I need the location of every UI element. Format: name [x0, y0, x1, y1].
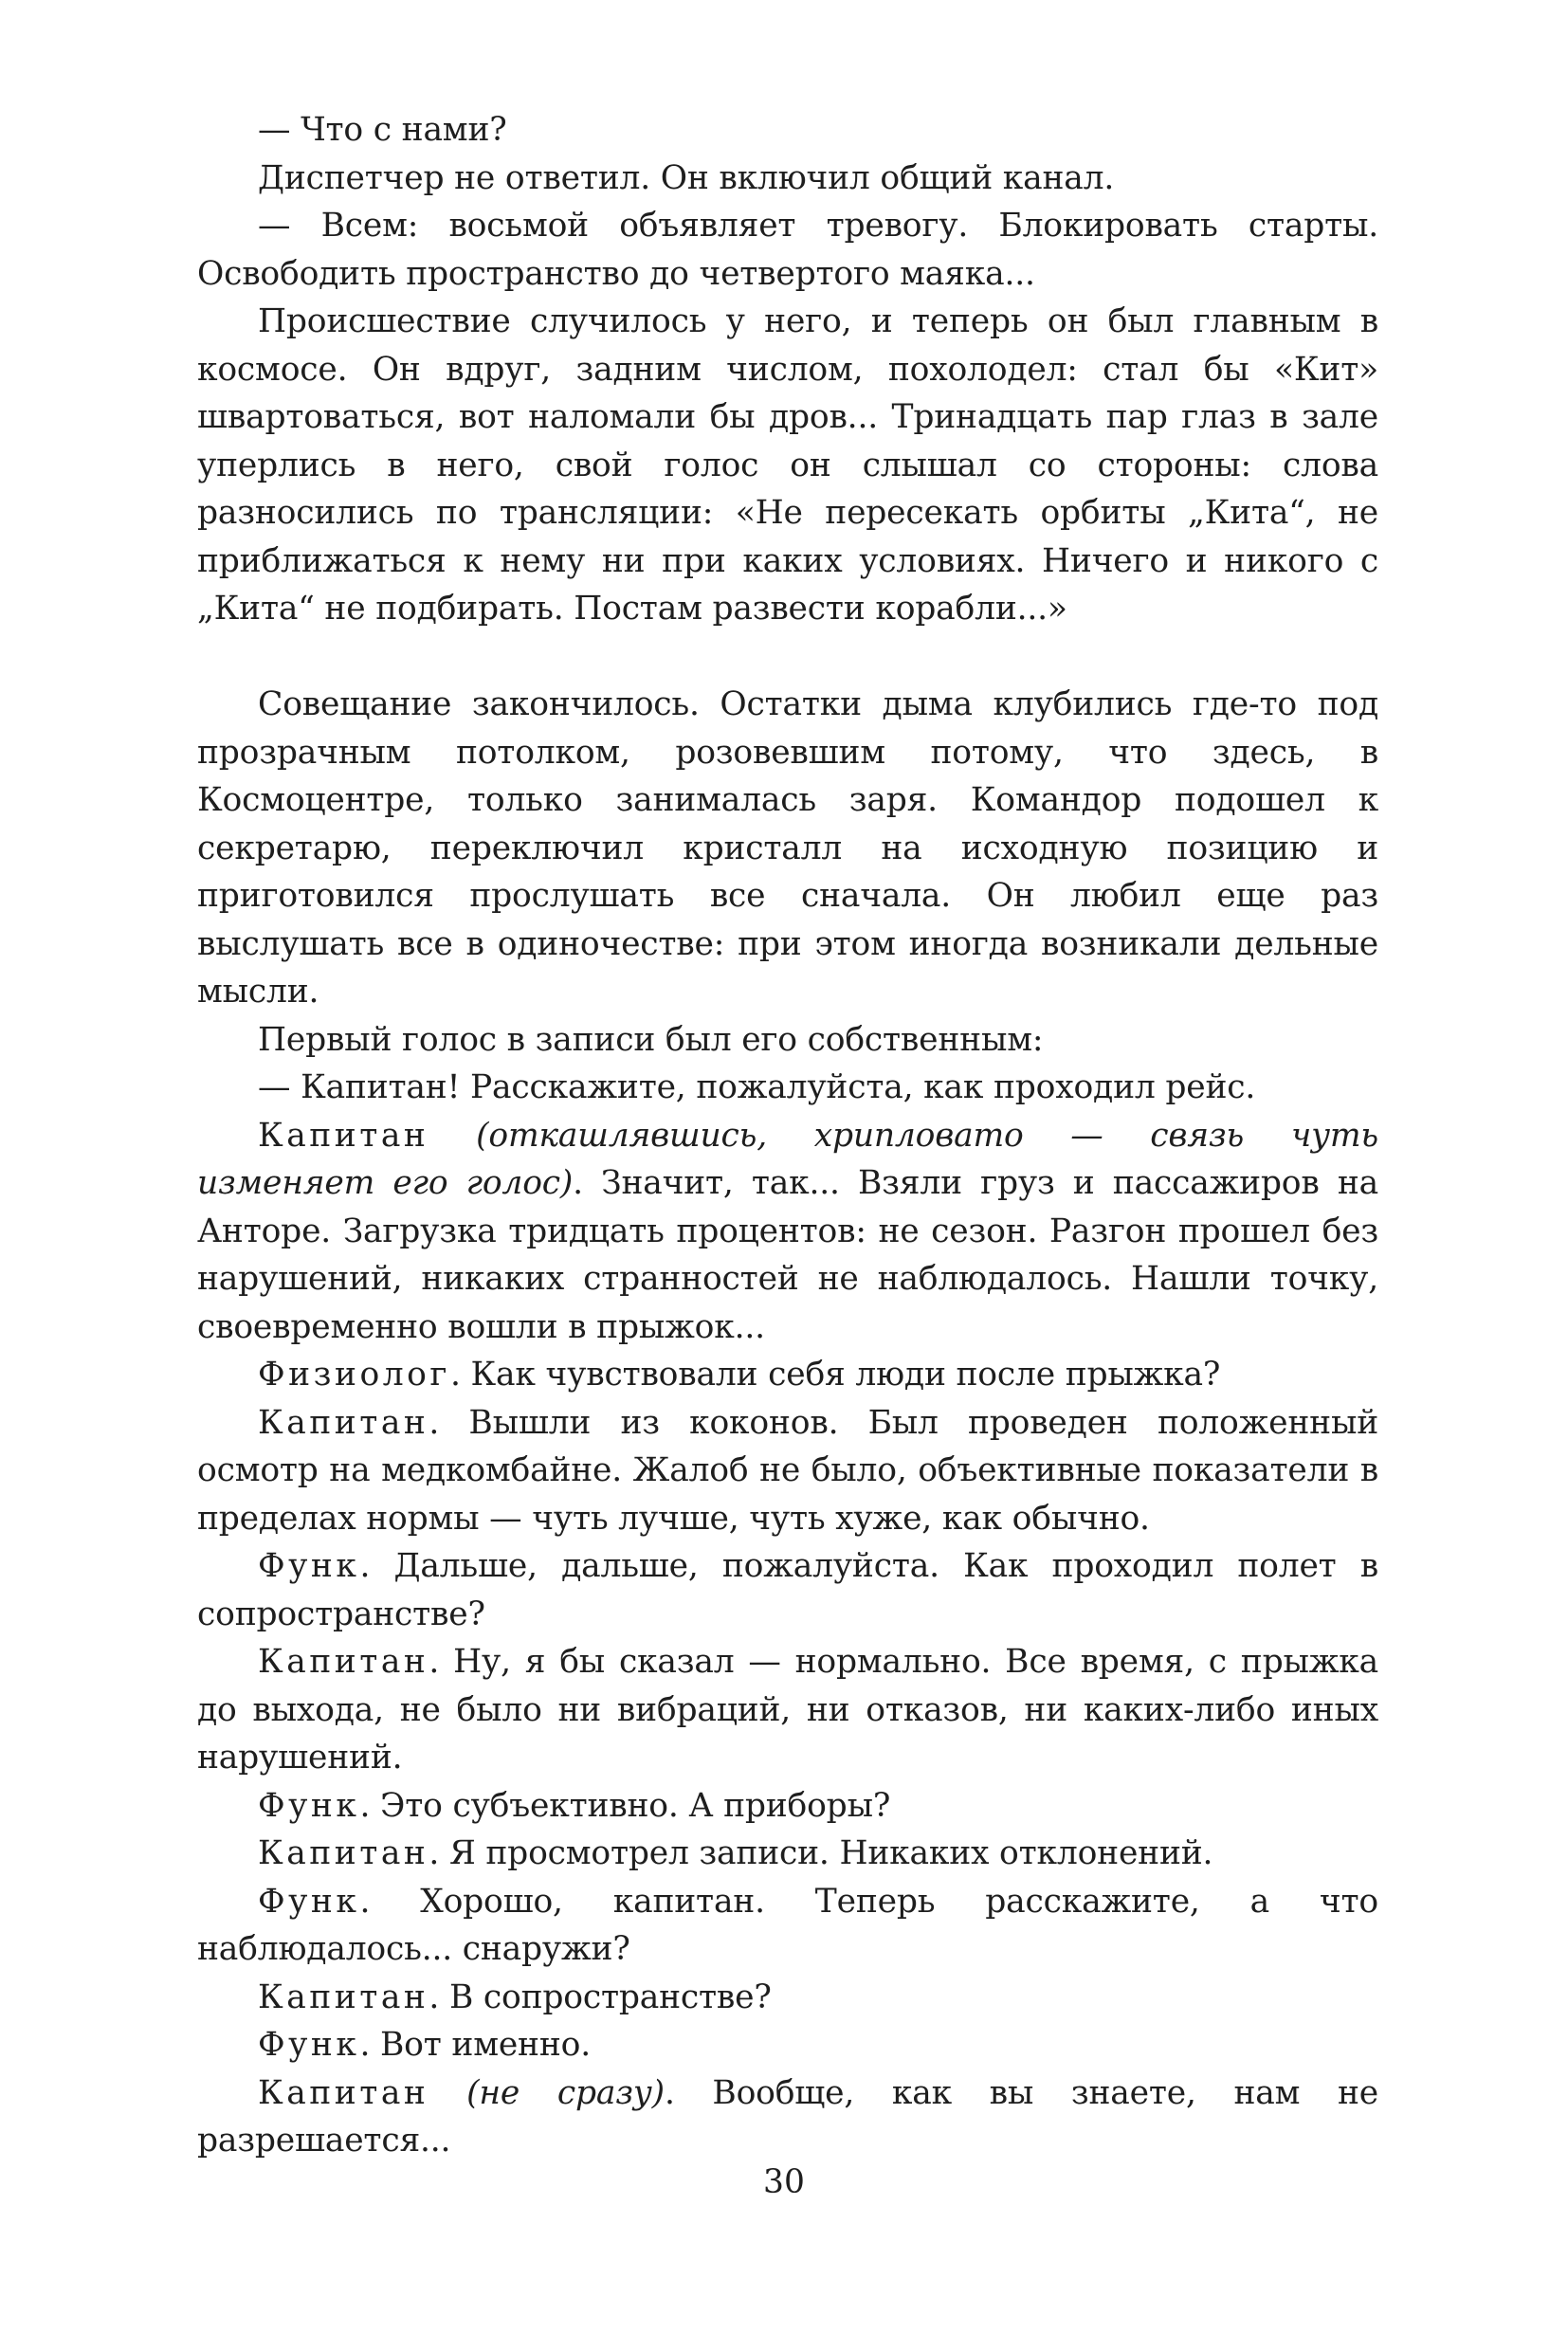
paragraph: — Что с нами?	[258, 111, 507, 149]
paragraph: Происшествие случилось у него, и теперь он был главным в космосе. Он вдруг, задним числом, похолодел: стал бы «Кит» швартоваться, вот наломали бы дров... Тринадцать пар глаз в зале уперлись в него, свой голос он слышал со стороны: слова разносились по трансляции: «Не пересекать орбиты „Кита“, не приближаться к нему ни при каких условиях. Ничего и никого с „Кита“ не подбирать. Постам развести корабли...»	[197, 302, 1378, 628]
dialogue-line: Капитан (откашлявшись, хрипловато — связь чуть изменяет его голос). Значит, так... Взяли груз и пассажиров на Анторе. Загрузка тридцать процентов: не сезон. Разгон прошел без нарушений, никаких странностей не наблюдалось. Нашли точку, своевременно вошли в прыжок...	[197, 1116, 1378, 1346]
dialogue-line: Капитан. Ну, я бы сказал — нормально. Все время, с прыжка до выхода, не было ни вибраций, ни отказов, ни каких-либо иных нарушений.	[197, 1643, 1378, 1777]
stage-direction: (откашлявшись, хрипловато — связь чуть изменяет его голос)	[197, 1116, 1378, 1202]
section-break	[197, 633, 1378, 682]
speaker-name: Капитан	[258, 1403, 429, 1442]
dialogue-line: Капитан (не сразу). Вообще, как вы знаете, нам не разрешается...	[197, 2073, 1378, 2160]
speaker-name: Физиолог	[258, 1356, 450, 1394]
stage-direction: (не сразу)	[428, 2073, 665, 2112]
paragraph: — Капитан! Расскажите, пожалуйста, как проходил рейс.	[258, 1068, 1256, 1106]
paragraph: — Всем: восьмой объявляет тревогу. Блокировать старты. Освободить пространство до четвертого маяка...	[197, 207, 1378, 293]
speaker-name: Капитан	[258, 1977, 429, 2016]
dialogue-line: Функ. Вот именно.	[258, 2026, 591, 2064]
speaker-name: Функ	[258, 1547, 360, 1585]
speaker-name: Функ	[258, 2026, 360, 2064]
speaker-name: Капитан	[258, 1834, 429, 1872]
dialogue-line: Функ. Дальше, дальше, пожалуйста. Как проходил полет в сопространстве?	[197, 1547, 1378, 1633]
speaker-name: Капитан	[258, 1116, 429, 1155]
paragraph: Совещание закончилось. Остатки дыма клубились где-то под прозрачным потолком, розовевшим потому, что здесь, в Космоцентре, только занималась заря. Командор подошел к секретарю, переключил кристалл на исходную позицию и приготовился прослушать все сначала. Он любил еще раз выслушать все в одиночестве: при этом иногда возникали дельные мысли.	[197, 685, 1378, 1011]
speaker-name: Капитан	[258, 1643, 429, 1681]
speaker-name: Капитан	[258, 2073, 429, 2112]
paragraph: Первый голос в записи был его собственным:	[258, 1020, 1044, 1059]
dialogue-line: Функ. Это субъективно. А приборы?	[258, 1786, 891, 1825]
dialogue-line: Функ. Хорошо, капитан. Теперь расскажите, а что наблюдалось... снаружи?	[197, 1882, 1378, 1968]
dialogue-line: Капитан. Я просмотрел записи. Никаких отклонений.	[258, 1834, 1213, 1872]
paragraph: Диспетчер не ответил. Он включил общий канал.	[258, 158, 1115, 197]
page-number: 30	[763, 2163, 805, 2201]
speaker-name: Функ	[258, 1882, 360, 1921]
page-body	[197, 106, 1378, 2165]
dialogue-line: Капитан. Вышли из коконов. Был проведен положенный осмотр на медкомбайне. Жалоб не было, объективные показатели в пределах нормы — чуть лучше, чуть хуже, как обычно.	[197, 1403, 1378, 1538]
dialogue-line: Капитан. В сопространстве?	[258, 1977, 772, 2016]
speaker-name: Функ	[258, 1786, 360, 1825]
dialogue-line: Физиолог. Как чувствовали себя люди после прыжка?	[258, 1356, 1221, 1394]
